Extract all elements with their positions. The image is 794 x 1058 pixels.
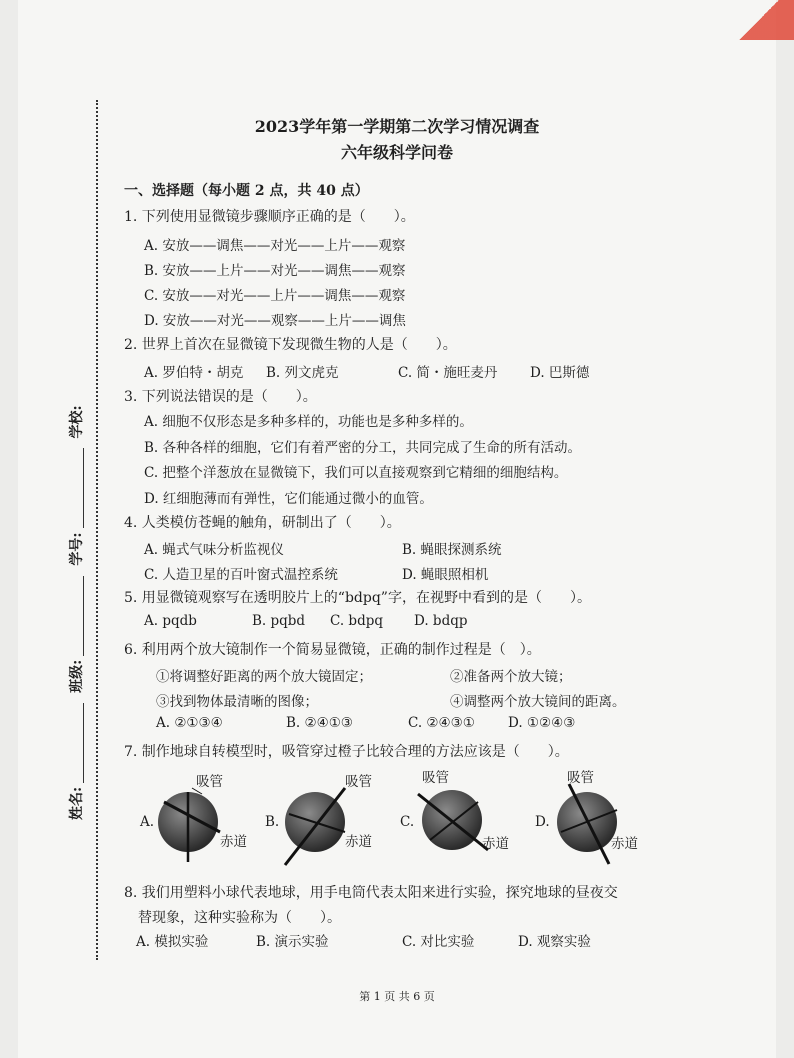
straw-label-c: 吸管 [422, 770, 449, 786]
q3-option-a[interactable]: A. 细胞不仅形态是多种多样的，功能也是多种多样的。 [144, 414, 473, 430]
q4-option-b[interactable]: B. 蝇眼探测系统 [402, 542, 502, 558]
q1-option-c[interactable]: C. 安放——对光——上片——调焦——观察 [144, 288, 406, 304]
equator-label-b: 赤道 [345, 834, 372, 850]
section-heading: 一、选择题（每小题 2 点，共 40 点） [124, 183, 369, 199]
q8-option-c[interactable]: C. 对比实验 [402, 934, 475, 950]
q8-option-a[interactable]: A. 模拟实验 [136, 934, 209, 950]
q1-option-a[interactable]: A. 安放——调焦——对光——上片——观察 [144, 238, 406, 254]
straw-label-a: 吸管 [196, 774, 223, 790]
q2-option-d[interactable]: D. 巴斯德 [530, 365, 590, 381]
globe-c-figure [400, 770, 540, 870]
q8-option-d[interactable]: D. 观察实验 [518, 934, 591, 950]
q1-option-d[interactable]: D. 安放——对光——观察——上片——调焦 [144, 313, 406, 329]
globe-d-figure [535, 770, 675, 870]
q4-stem: 4. 人类模仿苍蝇的触角，研制出了（ ）。 [124, 515, 401, 531]
q6-option-d[interactable]: D. ①②④③ [508, 715, 576, 731]
q2-option-c[interactable]: C. 简・施旺麦丹 [398, 365, 498, 381]
q7-option-a[interactable] [140, 770, 280, 870]
page-corner [724, 0, 794, 40]
class-blank[interactable] [69, 576, 84, 656]
q5-option-c[interactable]: C. bdpq [330, 613, 383, 629]
q7-option-d[interactable] [535, 770, 675, 870]
class-label: 班级: [69, 659, 85, 693]
exam-title: 2023学年第一学期第二次学习情况调查 [254, 117, 540, 136]
id-label: 学号: [69, 532, 85, 566]
q8-stem-line1: 8. 我们用塑料小球代表地球，用手电筒代表太阳来进行实验，探究地球的昼夜交 [124, 885, 618, 901]
page-footer: 第 1 页 共 6 页 [359, 990, 435, 1003]
equator-label-c: 赤道 [482, 836, 509, 852]
q3-option-d[interactable]: D. 红细胞薄而有弹性，它们能通过微小的血管。 [144, 491, 433, 507]
globe-b-figure [265, 770, 405, 870]
q6-step-3: ③找到物体最清晰的图像； [156, 694, 318, 710]
q3-stem: 3. 下列说法错误的是（ ）。 [124, 389, 317, 405]
straw-label-b: 吸管 [345, 774, 372, 790]
globe-label-b: B. [265, 814, 280, 830]
q4-option-d[interactable]: D. 蝇眼照相机 [402, 567, 489, 583]
q6-step-1: ①将调整好距离的两个放大镜固定； [156, 669, 372, 685]
q5-option-a[interactable]: A. pqdb [144, 613, 197, 629]
q2-stem: 2. 世界上首次在显微镜下发现微生物的人是（ ）。 [124, 337, 457, 353]
student-info-strip [46, 340, 106, 820]
q8-option-b[interactable]: B. 演示实验 [256, 934, 329, 950]
q6-stem: 6. 利用两个放大镜制作一个简易显微镜，正确的制作过程是（ ）。 [124, 642, 541, 658]
q1-stem: 1. 下列使用显微镜步骤顺序正确的是（ ）。 [124, 209, 415, 225]
q2-option-b[interactable]: B. 列文虎克 [266, 365, 339, 381]
globe-label-a: A. [140, 814, 155, 830]
q4-option-a[interactable]: A. 蝇式气味分析监视仪 [144, 542, 284, 558]
straw-label-d: 吸管 [567, 770, 594, 786]
q6-option-a[interactable]: A. ②①③④ [156, 715, 223, 731]
q1-option-b[interactable]: B. 安放——上片——对光——调焦——观察 [144, 263, 406, 279]
q5-option-d[interactable]: D. bdqp [414, 613, 468, 629]
q3-option-b[interactable]: B. 各种各样的细胞，它们有着严密的分工，共同完成了生命的所有活动。 [144, 440, 582, 456]
q7-option-c[interactable] [400, 770, 540, 870]
q7-stem: 7. 制作地球自转模型时，吸管穿过橙子比较合理的方法应该是（ ）。 [124, 744, 569, 760]
q8-stem-line2: 替现象，这种实验称为（ ）。 [138, 910, 341, 926]
q6-step-4: ④调整两个放大镜间的距离。 [450, 694, 626, 710]
q6-option-c[interactable]: C. ②④③① [408, 715, 475, 731]
globe-label-d: D. [535, 814, 550, 830]
globe-label-c: C. [400, 814, 415, 830]
equator-label-a: 赤道 [220, 834, 247, 850]
name-label: 姓名: [69, 786, 85, 820]
school-label: 学校: [69, 405, 85, 439]
q5-option-b[interactable]: B. pqbd [252, 613, 306, 629]
q7-option-b[interactable] [265, 770, 405, 870]
name-blank[interactable] [69, 703, 84, 783]
q5-stem: 5. 用显微镜观察写在透明胶片上的“bdpq”字，在视野中看到的是（ ）。 [124, 590, 591, 606]
equator-label-d: 赤道 [611, 836, 638, 852]
exam-subtitle: 六年级科学问卷 [340, 143, 453, 162]
id-blank[interactable] [69, 448, 84, 528]
q6-step-2: ②准备两个放大镜； [450, 669, 572, 685]
q2-option-a[interactable]: A. 罗伯特・胡克 [144, 365, 244, 381]
q6-option-b[interactable]: B. ②④①③ [286, 715, 353, 731]
q4-option-c[interactable]: C. 人造卫星的百叶窗式温控系统 [144, 567, 338, 583]
q3-option-c[interactable]: C. 把整个洋葱放在显微镜下，我们可以直接观察到它精细的细胞结构。 [144, 465, 568, 481]
